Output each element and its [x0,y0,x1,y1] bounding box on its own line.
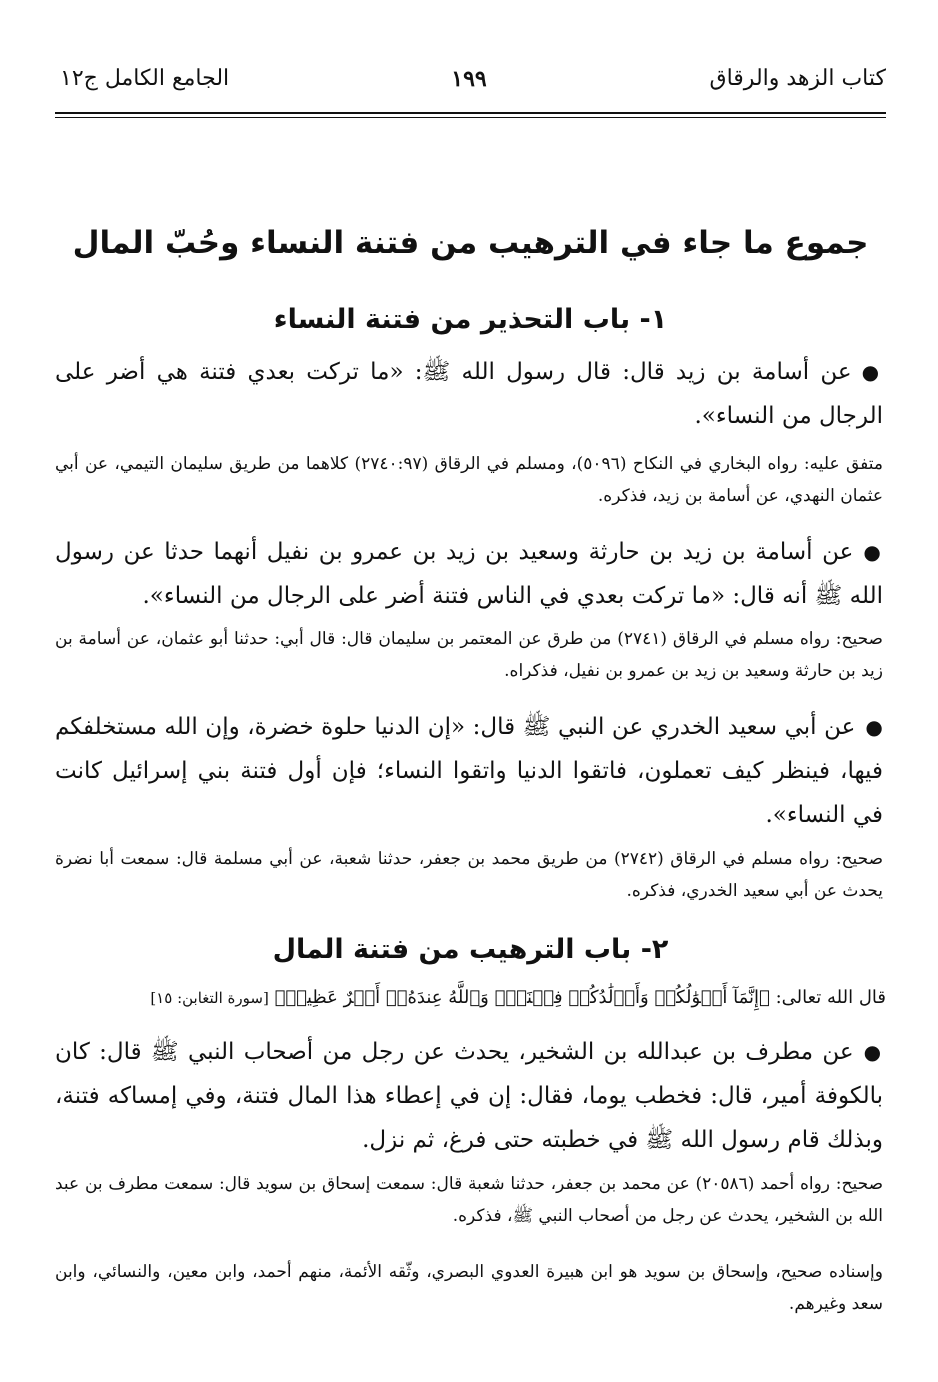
quran-verse: ﴿إِنَّمَآ أَمۡوَٰلُكُمۡ وَأَوۡلَٰدُكُمۡ فِتۡنَةٞۚ وَٱللَّهُ عِندَهُۥٓ أَجۡرٌ عَظِيمٞ﴾ [274,987,770,1008]
hadith-paragraph [55,705,883,837]
running-header-volume: الجامع الكامل ج١٢ [60,66,230,91]
hadith-text: عن مطرف بن عبدالله بن الشخير، يحدث عن رجل من أصحاب النبي ﷺ قال: كان بالكوفة أمير، قال: فخطب يوما، فقال: إن في إعطاء هذا المال فتنة، وفي إمساكه فتنة، وبذلك قام رسول الله ﷺ في خطبته حتى فرغ، ثم نزل. [55,1039,883,1153]
quran-reference: [سورة التغابن: ١٥] [150,989,269,1007]
takhrij-note: متفق عليه: رواه البخاري في النكاح (٥٠٩٦)، ومسلم في الرقاق (٢٧٤٠:٩٧) كلاهما من طريق سليمان التيمي، عن أبي عثمان النهدي، عن أسامة بن زيد، فذكره. [55,454,883,506]
quran-citation [55,982,886,1014]
isnad-note: وإسناده صحيح، وإسحاق بن سويد هو ابن هبيرة العدوي البصري، وثّقه الأئمة، منهم أحمد، وابن معين، والنسائي، وابن سعد وغيرهم. [55,1262,883,1314]
page-number: ١٩٩ [451,66,487,92]
chapter-title: جموع ما جاء في الترهيب من فتنة النساء وحُبّ المال [72,225,869,261]
bullet-icon: ● [863,540,883,564]
header-rule-thick [55,112,886,114]
hadith-text: عن أبي سعيد الخدري عن النبي ﷺ قال: «إن الدنيا حلوة خضرة، وإن الله مستخلفكم فيها، فينظر كيف تعملون، فاتقوا الدنيا واتقوا النساء؛ فإن أول فتنة بني إسرائيل كانت في النساء». [55,714,883,828]
header-rule-thin [55,117,886,118]
section-heading-women: ١- باب التحذير من فتنة النساء [273,304,668,335]
running-header-book-title: كتاب الزهد والرقاق [709,66,886,91]
hadith-paragraph [55,530,883,618]
hadith-text: عن أسامة بن زيد قال: قال رسول الله ﷺ: «ما تركت بعدي فتنة هي أضر على الرجال من النساء». [55,359,883,429]
bullet-icon: ● [863,1040,883,1064]
hadith-text: عن أسامة بن زيد بن حارثة وسعيد بن زيد بن عمرو بن نفيل أنهما حدثا عن رسول الله ﷺ أنه قال: «ما تركت بعدي في الناس فتنة أضر على الرجال من النساء». [55,539,883,609]
hadith-paragraph [55,1030,883,1162]
hadith-paragraph [55,350,883,438]
bullet-icon: ● [865,715,883,739]
section-heading-wealth: ٢- باب الترهيب من فتنة المال [272,934,669,965]
quran-intro: قال الله تعالى: [775,987,886,1008]
bullet-icon: ● [861,360,883,384]
takhrij-note: صحيح: رواه مسلم في الرقاق (٢٧٤١) من طرق عن المعتمر بن سليمان قال: قال أبي: حدثنا أبو عثمان، عن أسامة بن زيد بن حارثة وسعيد بن زيد بن عمرو بن نفيل، فذكراه. [55,629,883,681]
takhrij-note: صحيح: رواه مسلم في الرقاق (٢٧٤٢) من طريق محمد بن جعفر، حدثنا شعبة، عن أبي مسلمة قال: سمعت أبا نضرة يحدث عن أبي سعيد الخدري، فذكره. [55,849,883,901]
takhrij-note: صحيح: رواه أحمد (٢٠٥٨٦) عن محمد بن جعفر، حدثنا شعبة قال: سمعت إسحاق بن سويد قال: سمعت مطرف بن عبد الله بن الشخير، يحدث عن رجل من أصحاب النبي ﷺ، فذكره. [55,1174,884,1226]
